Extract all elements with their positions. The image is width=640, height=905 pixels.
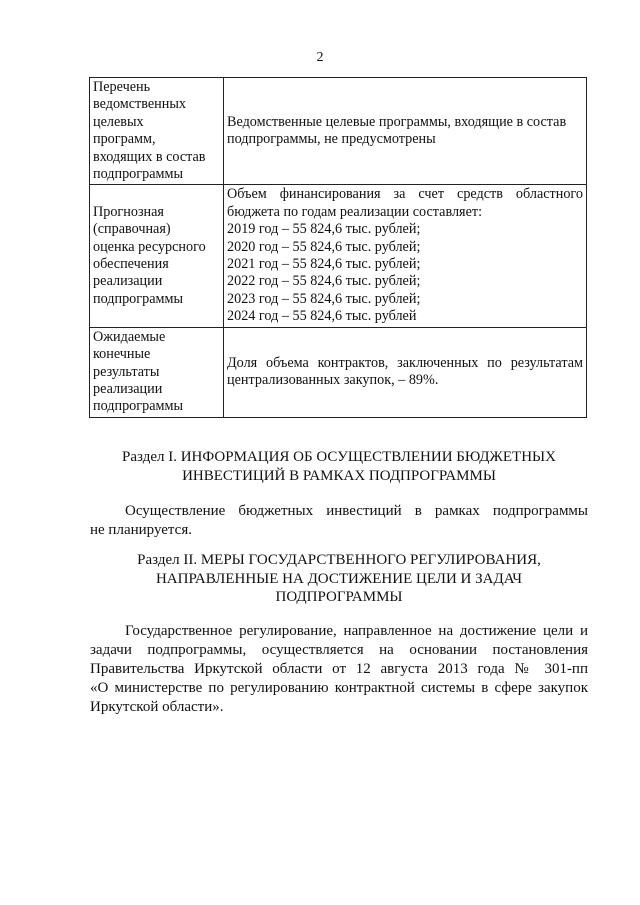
value-line: Объем финансирования за счет средств областного bbox=[227, 186, 583, 203]
label-line: (справочная) bbox=[93, 221, 171, 238]
value-line: бюджета по годам реализации составляет: bbox=[227, 203, 483, 220]
value-line: Доля объема контрактов, заключенных по результатам bbox=[227, 354, 583, 371]
label-line: обеспечения bbox=[93, 256, 169, 273]
label-line: ведомственных bbox=[93, 96, 186, 113]
section-title-line: ИНВЕСТИЦИЙ В РАМКАХ ПОДПРОГРАММЫ bbox=[182, 467, 496, 484]
table-row bbox=[90, 78, 587, 185]
section-title-line: НАПРАВЛЕННЫЕ НА ДОСТИЖЕНИЕ ЦЕЛИ И ЗАДАЧ bbox=[155, 570, 523, 587]
row-value-expected-results bbox=[224, 327, 587, 417]
label-line: реализации bbox=[93, 380, 163, 397]
label-line: целевых bbox=[93, 113, 144, 130]
section-title-line: ПОДПРОГРАММЫ bbox=[275, 589, 403, 605]
value-line: централизованных закупок, – 89%. bbox=[227, 372, 439, 389]
value-line: 2020 год – 55 824,6 тыс. рублей; bbox=[227, 238, 421, 255]
label-line: результаты bbox=[93, 363, 160, 380]
label-line: программ, bbox=[93, 131, 156, 148]
page-number: 2 bbox=[316, 50, 324, 65]
paragraph-line: Правительства Иркутской области от 12 августа 2013 года № 301-пп bbox=[90, 661, 588, 677]
label-line: Прогнозная bbox=[93, 203, 164, 220]
value-line: 2022 год – 55 824,6 тыс. рублей; bbox=[227, 273, 421, 290]
label-line: оценка ресурсного bbox=[93, 238, 206, 255]
row-value-departmental-programs bbox=[224, 78, 587, 185]
value-line: 2021 год – 55 824,6 тыс. рублей; bbox=[227, 256, 421, 273]
table-row bbox=[90, 185, 587, 327]
section-1-title bbox=[90, 448, 588, 485]
row-value-resource-estimate bbox=[224, 185, 587, 327]
section-2-text bbox=[90, 622, 588, 717]
value-line: 2024 год – 55 824,6 тыс. рублей bbox=[227, 308, 417, 325]
label-line: подпрограммы bbox=[93, 290, 183, 307]
section-title-line: Раздел I. ИНФОРМАЦИЯ ОБ ОСУЩЕСТВЛЕНИИ БЮДЖЕТНЫХ bbox=[122, 449, 556, 465]
section-title-line: Раздел II. МЕРЫ ГОСУДАРСТВЕННОГО РЕГУЛИРОВАНИЯ, bbox=[137, 552, 541, 568]
value-line: подпрограммы, не предусмотрены bbox=[227, 131, 436, 148]
paragraph-line: Государственное регулирование, направленное на достижение цели и bbox=[125, 623, 588, 639]
section-1-text bbox=[90, 502, 588, 540]
value-line: 2019 год – 55 824,6 тыс. рублей; bbox=[227, 221, 421, 238]
row-label-departmental-programs bbox=[90, 78, 224, 185]
paragraph-line: Осуществление бюджетных инвестиций в рамках подпрограммы bbox=[125, 503, 588, 519]
section-2-title bbox=[90, 551, 588, 607]
row-label-expected-results bbox=[90, 327, 224, 417]
value-line: 2023 год – 55 824,6 тыс. рублей; bbox=[227, 290, 421, 307]
label-line: Ожидаемые bbox=[93, 328, 166, 345]
paragraph-line: не планируется. bbox=[90, 522, 192, 538]
label-line: реализации bbox=[93, 273, 163, 290]
table-row bbox=[90, 327, 587, 417]
label-line: подпрограммы bbox=[93, 166, 183, 183]
paragraph-line: «О министерстве по регулированию контрактной системы в сфере закупок bbox=[90, 680, 588, 696]
label-line: конечные bbox=[93, 346, 151, 363]
label-line: Перечень bbox=[93, 79, 151, 95]
paragraph-line: задачи подпрограммы, осуществляется на основании постановления bbox=[90, 642, 588, 658]
label-line: входящих в состав bbox=[93, 148, 206, 165]
row-label-resource-estimate bbox=[90, 185, 224, 327]
subprogram-passport-table bbox=[89, 77, 587, 418]
paragraph-line: Иркутской области». bbox=[90, 699, 224, 715]
label-line: подпрограммы bbox=[93, 398, 183, 415]
value-line: Ведомственные целевые программы, входящие в состав bbox=[227, 113, 567, 130]
